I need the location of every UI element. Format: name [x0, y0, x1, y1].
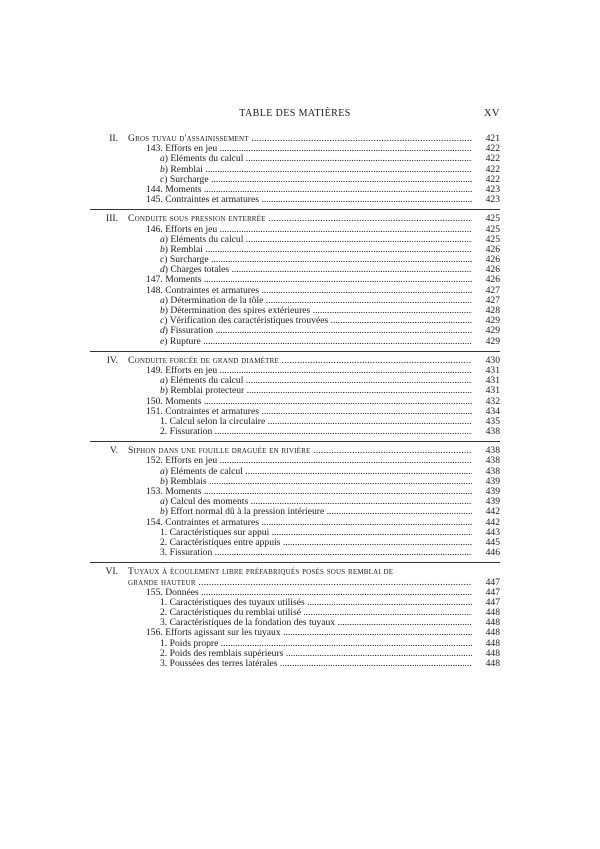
toc-entry	[90, 175, 500, 185]
entry-marker: 3.	[160, 618, 168, 629]
entry-label: Calcul selon la circulaire	[169, 416, 266, 427]
entry-marker: 3.	[160, 659, 168, 669]
toc-entry	[90, 507, 500, 517]
entry-page: 429	[485, 325, 500, 337]
toc-entry	[90, 265, 500, 275]
entry-page: 442	[485, 516, 500, 528]
entry-page: 448	[485, 647, 500, 659]
entry-title	[160, 538, 472, 548]
toc-entry	[90, 497, 500, 507]
toc-entry	[90, 366, 500, 376]
entry-title	[160, 528, 472, 538]
toc-section	[90, 209, 500, 350]
toc-entry	[90, 225, 500, 235]
entry-title	[160, 235, 472, 245]
entry-title	[146, 588, 472, 598]
toc-entry	[90, 407, 500, 417]
entry-title	[160, 386, 472, 396]
entry-page: 434	[485, 405, 500, 417]
entry-label: Caractéristiques de la fondation des tuyaux	[169, 618, 336, 629]
entry-page: 426	[485, 264, 500, 276]
toc-entry	[90, 417, 500, 427]
entry-label: 154. Contraintes et armatures	[146, 517, 259, 528]
entry-title	[146, 407, 472, 417]
entry-label: Surcharge	[169, 174, 209, 185]
entry-marker: c)	[160, 316, 168, 327]
entry-title	[146, 628, 472, 638]
toc-entry	[90, 518, 500, 528]
entry-label: 148. Contraintes et armatures	[146, 285, 259, 296]
entry-marker: c)	[160, 255, 168, 266]
entry-label: Fissuration	[169, 427, 213, 438]
entry-label: Conduite sous pression enterrée	[128, 214, 266, 225]
entry-page: 426	[485, 243, 500, 255]
entry-title	[146, 225, 472, 235]
entry-label: Rupture	[169, 336, 201, 347]
entry-title	[146, 456, 472, 466]
entry-marker: e)	[160, 336, 168, 347]
toc-section	[90, 351, 500, 442]
toc-entry	[90, 195, 500, 205]
toc-entry	[90, 588, 500, 598]
entry-marker: b)	[160, 386, 168, 397]
toc-entry	[90, 649, 500, 659]
entry-page: 439	[485, 475, 500, 487]
entry-label: 151. Contraintes et armatures	[146, 406, 259, 417]
entry-label: Poids des remblais supérieurs	[169, 648, 284, 659]
entry-title	[146, 366, 472, 376]
entry-page: 438	[485, 445, 500, 457]
entry-label: Remblais	[170, 476, 207, 487]
entry-title	[160, 316, 472, 326]
entry-title	[160, 417, 472, 427]
toc-entry	[90, 659, 500, 669]
entry-page: 439	[485, 486, 500, 497]
entry-label: 149. Efforts en jeu	[146, 365, 218, 376]
toc-entry	[90, 134, 500, 144]
toc-entry	[90, 316, 500, 326]
toc-entry	[90, 306, 500, 316]
toc-entry	[90, 337, 500, 347]
toc-entry	[90, 235, 500, 245]
toc-entry	[90, 255, 500, 265]
entry-title	[160, 376, 472, 386]
entry-title	[128, 446, 472, 456]
entry-marker: a)	[160, 376, 168, 387]
toc-entry	[90, 356, 500, 366]
entry-marker: 1.	[160, 597, 168, 608]
entry-page: 447	[485, 596, 500, 608]
entry-page: 422	[485, 163, 500, 175]
entry-page: 442	[485, 506, 500, 518]
toc-entry	[90, 386, 500, 396]
page-number: XV	[483, 108, 500, 119]
entry-page: 438	[485, 426, 500, 438]
toc-entry	[90, 154, 500, 164]
entry-title	[128, 567, 472, 577]
toc-entry	[90, 446, 500, 456]
entry-page: 438	[485, 465, 500, 477]
entry-page: 448	[485, 658, 500, 669]
entry-label: 143. Efforts en jeu	[146, 144, 218, 155]
entry-page: 423	[485, 194, 500, 206]
toc-entry	[90, 608, 500, 618]
chapter-number: IV.	[106, 354, 118, 366]
entry-label: grande hauteur	[128, 577, 196, 588]
entry-page: 447	[485, 576, 500, 588]
entry-label: Détermination des spires extérieures	[170, 306, 311, 316]
entry-title	[160, 659, 472, 669]
entry-label: 153. Moments	[146, 487, 202, 497]
entry-title	[160, 427, 472, 437]
entry-title	[160, 497, 472, 507]
entry-title	[160, 154, 472, 164]
entry-page: 425	[485, 223, 500, 235]
entry-title	[160, 245, 472, 255]
entry-label: Conduite forcée de grand diamètre	[128, 355, 279, 366]
toc-entry	[90, 548, 500, 558]
entry-marker: d)	[160, 326, 168, 337]
entry-title	[160, 598, 472, 608]
entry-page: 435	[485, 415, 500, 427]
entry-page: 423	[485, 183, 500, 195]
toc-entry	[90, 528, 500, 538]
entry-page: 447	[485, 586, 500, 598]
entry-page: 422	[485, 143, 500, 155]
entry-marker: b)	[160, 164, 168, 175]
entry-title	[160, 296, 472, 306]
toc-entry	[90, 628, 500, 638]
toc-entry	[90, 639, 500, 649]
entry-title	[160, 175, 472, 185]
entry-title	[146, 275, 472, 285]
entry-label: Fissuration	[169, 548, 213, 559]
entry-label: 152. Efforts en jeu	[146, 456, 218, 467]
chapter-number: VI.	[105, 566, 118, 578]
entry-label: Poussées des terres latérales	[169, 659, 278, 669]
entry-title	[146, 286, 472, 296]
entry-page: 430	[485, 354, 500, 366]
entry-label: Fissuration	[170, 326, 214, 337]
entry-marker: 1.	[160, 416, 168, 427]
entry-label: Charges totales	[170, 265, 230, 276]
entry-title	[146, 518, 472, 528]
toc-entry	[90, 376, 500, 386]
entry-marker: 1.	[160, 638, 168, 649]
entry-page: 425	[485, 213, 500, 225]
toc-entry	[90, 185, 500, 195]
table-of-contents	[90, 133, 500, 673]
entry-page: 448	[485, 607, 500, 619]
entry-page: 426	[485, 254, 500, 266]
entry-title	[160, 618, 472, 628]
entry-label: Surcharge	[169, 255, 209, 266]
entry-label: Siphon dans une fouille draguée en rivière	[128, 446, 311, 457]
entry-title	[128, 356, 472, 366]
entry-title	[160, 165, 472, 175]
entry-label: 156. Efforts agissant sur les tuyaux	[146, 628, 281, 639]
entry-title	[160, 477, 472, 487]
entry-page: 432	[485, 395, 500, 407]
entry-page: 428	[485, 305, 500, 316]
toc-entry	[90, 618, 500, 628]
toc-entry	[90, 326, 500, 336]
chapter-number: II.	[109, 133, 118, 144]
entry-label: Remblai	[170, 244, 203, 255]
entry-title	[160, 608, 472, 618]
entry-page: 427	[485, 294, 500, 306]
entry-title	[146, 144, 472, 154]
entry-label: Vérification des caractéristiques trouvées	[169, 316, 329, 327]
entry-marker: a)	[160, 497, 168, 508]
toc-entry	[90, 427, 500, 437]
toc-entry	[90, 456, 500, 466]
entry-marker: c)	[160, 174, 168, 185]
toc-entry	[90, 538, 500, 548]
toc-entry	[90, 487, 500, 497]
chapter-number: V.	[109, 445, 118, 457]
entry-page: 422	[485, 153, 500, 165]
entry-page: 425	[485, 233, 500, 245]
entry-page: 431	[485, 364, 500, 376]
entry-title	[160, 467, 472, 477]
toc-entry	[90, 275, 500, 285]
entry-page: 429	[485, 335, 500, 347]
entry-title	[160, 326, 472, 336]
entry-title	[160, 507, 472, 517]
toc-entry	[90, 578, 500, 588]
entry-title	[160, 337, 472, 347]
entry-page: 427	[485, 284, 500, 296]
entry-label: 146. Efforts en jeu	[146, 224, 218, 235]
toc-entry	[90, 477, 500, 487]
entry-label: Effort normal dû à la pression intérieure	[170, 507, 325, 518]
entry-title	[160, 265, 472, 275]
entry-page: 446	[485, 547, 500, 559]
entry-page: 431	[485, 385, 500, 397]
entry-page: 431	[485, 375, 500, 387]
entry-marker: a)	[160, 295, 168, 306]
entry-page: 448	[485, 617, 500, 629]
toc-entry	[90, 144, 500, 154]
toc-section	[90, 562, 500, 673]
entry-label: Caractéristiques du remblai utilisé	[169, 608, 301, 619]
toc-section	[90, 133, 500, 209]
entry-marker: 3.	[160, 548, 168, 559]
entry-label: 147. Moments	[146, 275, 202, 286]
entry-title	[128, 214, 472, 224]
entry-label: Remblai protecteur	[170, 386, 245, 397]
entry-label: Caractéristiques sur appui	[169, 527, 270, 538]
entry-label: 145. Contraintes et armatures	[146, 195, 259, 206]
entry-page: 439	[485, 496, 500, 508]
entry-marker: b)	[160, 476, 168, 487]
entry-title	[146, 397, 472, 407]
entry-title	[146, 185, 472, 195]
entry-page: 426	[485, 274, 500, 286]
entry-page: 438	[485, 455, 500, 467]
entry-label: 144. Moments	[146, 184, 202, 195]
entry-label: Poids propre	[169, 638, 219, 649]
entry-title	[160, 548, 472, 558]
toc-entry	[90, 296, 500, 306]
entry-marker: 2.	[160, 648, 168, 659]
toc-entry	[90, 245, 500, 255]
entry-label: Eléments du calcul	[170, 234, 244, 245]
toc-entry	[90, 567, 500, 577]
entry-marker: a)	[160, 154, 168, 165]
entry-label: 150. Moments	[146, 396, 202, 407]
entry-title	[146, 487, 472, 497]
chapter-number: III.	[106, 213, 118, 225]
entry-title	[160, 649, 472, 659]
entry-page: 445	[485, 536, 500, 548]
entry-page: 448	[485, 637, 500, 649]
entry-label: Caractéristiques des tuyaux utilisés	[169, 597, 305, 608]
entry-label: Eléments de calcul	[170, 466, 243, 477]
entry-label: Caractéristiques entre appuis	[169, 537, 281, 548]
entry-marker: 1.	[160, 527, 168, 538]
entry-marker: d)	[160, 265, 168, 276]
entry-label: 155. Données	[146, 587, 199, 598]
toc-entry	[90, 214, 500, 224]
entry-marker: a)	[160, 466, 168, 477]
entry-label: Calcul des moments	[170, 497, 249, 508]
entry-marker: b)	[160, 507, 168, 518]
entry-page: 421	[485, 133, 500, 144]
entry-label: Gros tuyau d'assainissement	[128, 134, 249, 144]
toc-entry	[90, 165, 500, 175]
entry-label: Remblai	[170, 164, 203, 175]
page-header	[90, 108, 500, 122]
toc-section	[90, 441, 500, 562]
entry-page: 443	[485, 526, 500, 538]
entry-marker: 2.	[160, 427, 168, 438]
entry-title	[146, 195, 472, 205]
entry-marker: a)	[160, 234, 168, 245]
entry-page: 429	[485, 315, 500, 327]
toc-entry	[90, 286, 500, 296]
toc-entry	[90, 467, 500, 477]
page-title: TABLE DES MATIÈRES	[239, 108, 351, 119]
entry-page: 422	[485, 173, 500, 185]
entry-label: Eléments du calcul	[170, 154, 244, 165]
toc-entry	[90, 598, 500, 608]
entry-marker: b)	[160, 244, 168, 255]
entry-marker: b)	[160, 306, 168, 316]
entry-title	[128, 578, 472, 588]
entry-marker: 2.	[160, 608, 168, 619]
entry-title	[160, 306, 472, 316]
entry-title	[160, 255, 472, 265]
entry-label: Détermination de la tôle	[170, 295, 264, 306]
entry-title	[128, 134, 472, 144]
entry-title	[160, 639, 472, 649]
entry-page: 448	[485, 627, 500, 639]
toc-entry	[90, 397, 500, 407]
entry-label: Eléments du calcul	[170, 376, 244, 387]
entry-marker: 2.	[160, 537, 168, 548]
entry-label: Tuyaux à écoulement libre préfabriqués posés sous remblai de	[128, 567, 394, 578]
